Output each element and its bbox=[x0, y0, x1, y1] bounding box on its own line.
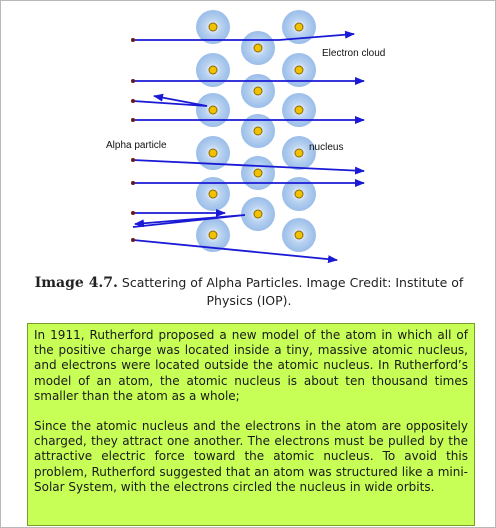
alpha-source-dot bbox=[131, 118, 135, 122]
atom bbox=[282, 93, 316, 127]
caption-text: Scattering of Alpha Particles. Image Credit: Institute of Physics (IOP). bbox=[117, 275, 464, 308]
alpha-source-dot bbox=[131, 238, 135, 242]
nucleus bbox=[295, 231, 303, 239]
nucleus bbox=[295, 190, 303, 198]
atom bbox=[241, 31, 275, 65]
nucleus bbox=[254, 44, 262, 52]
nucleus bbox=[209, 66, 217, 74]
highlighted-text-panel bbox=[27, 323, 475, 526]
nucleus bbox=[209, 106, 217, 114]
atom bbox=[196, 10, 230, 44]
alpha-track bbox=[133, 34, 354, 40]
nucleus bbox=[209, 149, 217, 157]
alpha-source-dot bbox=[131, 211, 135, 215]
paragraph: Since the atomic nucleus and the electrons in the atom are oppositely charged, they attract one another. The electrons must be pulled by the attractive electric force toward the atomic nucleus. To avoid this problem, Rutherford suggested that an atom was structured like a mini-Solar System, with the electrons circled the nucleus in wide orbits. bbox=[34, 419, 468, 494]
nucleus bbox=[209, 23, 217, 31]
label-alpha-particle: Alpha particle bbox=[106, 140, 167, 151]
atom bbox=[282, 218, 316, 252]
nucleus bbox=[295, 106, 303, 114]
alpha-source-dot bbox=[131, 158, 135, 162]
nucleus bbox=[254, 210, 262, 218]
nucleus bbox=[254, 87, 262, 95]
nucleus bbox=[295, 149, 303, 157]
caption-label: Image 4.7. bbox=[34, 275, 118, 291]
alpha-source-dot bbox=[131, 99, 135, 103]
alpha-scattering-diagram bbox=[101, 3, 401, 265]
atom bbox=[241, 74, 275, 108]
alpha-track bbox=[133, 215, 245, 227]
alpha-track bbox=[133, 96, 207, 106]
alpha-source-dot bbox=[131, 79, 135, 83]
nucleus bbox=[209, 190, 217, 198]
nucleus bbox=[209, 231, 217, 239]
paragraph: In 1911, Rutherford proposed a new model of the atom in which all of the positive charge was located inside a tiny, massive atomic nucleus, and electrons were located outside the atomic nucleus. In Rutherford’s model of an atom, the atomic nucleus is about ten thousand times smaller than the atom as a whole; bbox=[34, 328, 468, 403]
alpha-source-dot bbox=[131, 38, 135, 42]
atom bbox=[196, 93, 230, 127]
nucleus bbox=[254, 169, 262, 177]
alpha-source-dot bbox=[131, 181, 135, 185]
nucleus bbox=[254, 127, 262, 135]
atom bbox=[241, 156, 275, 190]
label-nucleus: nucleus bbox=[309, 142, 344, 153]
nucleus bbox=[295, 23, 303, 31]
label-electron-cloud: Electron cloud bbox=[322, 48, 386, 59]
atom bbox=[241, 197, 275, 231]
nucleus bbox=[295, 66, 303, 74]
atoms bbox=[196, 10, 316, 252]
figure-caption bbox=[21, 274, 477, 309]
